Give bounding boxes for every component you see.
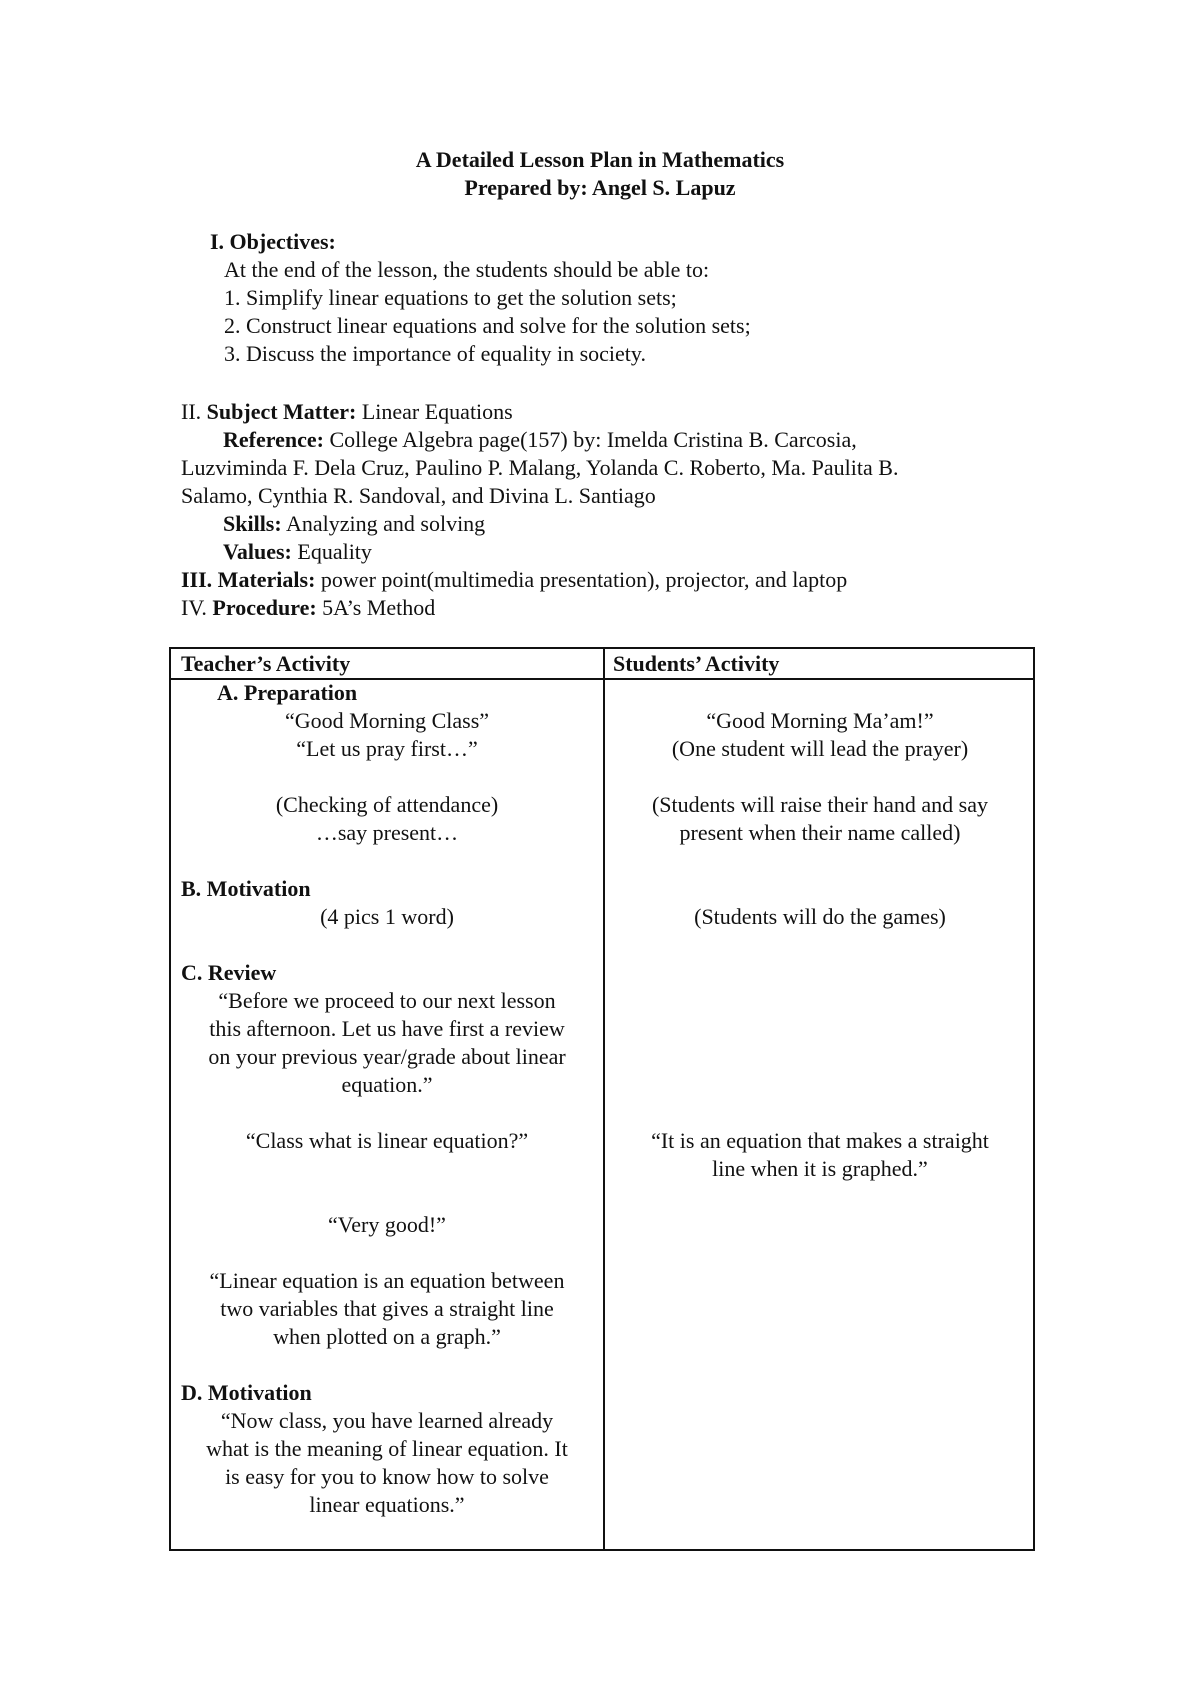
objective-item: 2. Construct linear equations and solve for the solution sets;: [224, 313, 751, 338]
materials-value: power point(multimedia presentation), projector, and laptop: [315, 567, 848, 592]
teacher-line: “Class what is linear equation?”: [245, 1128, 529, 1153]
values-label: Values:: [223, 539, 292, 564]
teacher-line: two variables that gives a straight line: [220, 1296, 554, 1321]
teacher-activity-header: Teacher’s Activity: [181, 651, 351, 676]
student-line: “Good Morning Ma’am!”: [706, 708, 934, 733]
subject-matter-line: [181, 398, 1021, 426]
objectives-heading: I. Objectives:: [210, 229, 336, 254]
student-line: (Students will raise their hand and say: [651, 792, 989, 817]
materials-label: III. Materials:: [181, 567, 316, 592]
teacher-line: on your previous year/grade about linear: [208, 1044, 566, 1069]
teacher-line: “Very good!”: [328, 1212, 446, 1237]
teacher-line: “Now class, you have learned already: [220, 1408, 554, 1433]
procedure-line: [181, 594, 1021, 622]
reference-line: [181, 426, 1021, 454]
student-line: (One student will lead the prayer): [671, 736, 969, 761]
skills-line: [181, 510, 1021, 538]
student-line: present when their name called): [679, 820, 961, 845]
document-title: A Detailed Lesson Plan in Mathematics: [415, 147, 785, 172]
values-line: [181, 538, 1021, 566]
student-line: (Students will do the games): [694, 904, 946, 929]
reference-text: Luzviminda F. Dela Cruz, Paulino P. Malang, Yolanda C. Roberto, Ma. Paulita B.: [181, 455, 899, 480]
objective-item: 3. Discuss the importance of equality in society.: [224, 341, 646, 366]
column-divider: [603, 649, 605, 1549]
student-line: “It is an equation that makes a straight: [651, 1128, 989, 1153]
teacher-line: what is the meaning of linear equation. It: [206, 1436, 568, 1461]
subject-matter-label: Subject Matter:: [206, 399, 357, 424]
values-value: Equality: [291, 539, 372, 564]
teacher-line: is easy for you to know how to solve: [225, 1464, 549, 1489]
teacher-line: (Checking of attendance): [275, 792, 499, 817]
procedure-label: Procedure:: [212, 595, 317, 620]
student-line: line when it is graphed.”: [712, 1156, 928, 1181]
materials-line: [181, 566, 1021, 594]
procedure-value: 5A’s Method: [316, 595, 436, 620]
reference-text: Salamo, Cynthia R. Sandoval, and Divina L. Santiago: [181, 483, 656, 508]
teacher-line: when plotted on a graph.”: [273, 1324, 501, 1349]
teacher-line: “Let us pray first…”: [296, 736, 478, 761]
prepared-by: Prepared by: Angel S. Lapuz: [464, 175, 736, 200]
students-activity-column: [613, 679, 1027, 1183]
teacher-line: “Before we proceed to our next lesson: [218, 988, 556, 1013]
preparation-heading: A. Preparation: [217, 680, 358, 705]
teacher-line: “Good Morning Class”: [284, 708, 490, 733]
motivation-heading: B. Motivation: [181, 876, 311, 901]
teacher-line: …say present…: [315, 820, 459, 845]
teacher-line: this afternoon. Let us have first a review: [209, 1016, 565, 1041]
objective-item: 1. Simplify linear equations to get the solution sets;: [224, 285, 677, 310]
objectives-section: [210, 228, 751, 368]
teacher-line: (4 pics 1 word): [320, 904, 454, 929]
teacher-line: linear equations.”: [309, 1492, 465, 1517]
students-activity-header: Students’ Activity: [613, 651, 780, 676]
teacher-line: “Linear equation is an equation between: [209, 1268, 565, 1293]
teacher-activity-column: [181, 679, 593, 1519]
review-heading: C. Review: [181, 960, 277, 985]
section-number: IV.: [181, 595, 213, 620]
activity-table: [169, 647, 1035, 1551]
skills-label: Skills:: [223, 511, 282, 536]
motivation2-heading: D. Motivation: [181, 1380, 312, 1405]
subject-matter-value: Linear Equations: [356, 399, 513, 424]
objectives-intro: At the end of the lesson, the students should be able to:: [224, 257, 710, 282]
reference-label: Reference:: [223, 427, 324, 452]
teacher-line: equation.”: [341, 1072, 433, 1097]
skills-value: Analyzing and solving: [281, 511, 486, 536]
section-number: II.: [181, 399, 207, 424]
reference-text: College Algebra page(157) by: Imelda Cristina B. Carcosia,: [323, 427, 857, 452]
subject-matter-section: [181, 398, 1021, 622]
